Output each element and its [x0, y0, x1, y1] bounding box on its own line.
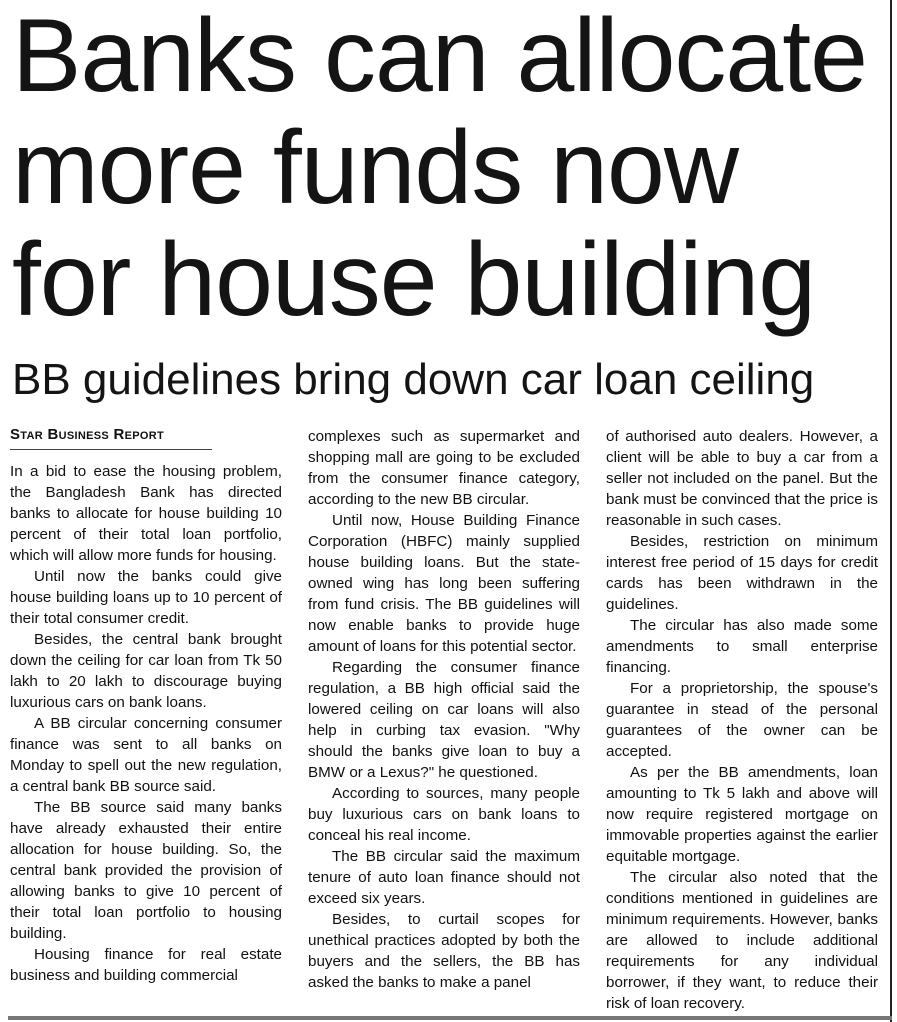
bottom-rule: [8, 1016, 892, 1020]
paragraph: Regarding the consumer finance regulation, a BB high official said the lowered ceiling on car loans will also help in curbing tax evasion. "Why should the banks give loan to buy a BMW or a Lexus?" he questioned.: [308, 659, 580, 781]
paragraph: As per the BB amendments, loan amounting to Tk 5 lakh and above will now require registered mortgage on immovable properties against the earlier equitable mortgage.: [606, 764, 878, 865]
paragraph: Until now, House Building Finance Corporation (HBFC) mainly supplied house building loans. But the state-owned wing has long been suffering from fund crisis. The BB guidelines will now enable banks to provide huge amount of loans for this potential sector.: [308, 512, 580, 655]
right-column-rule: [890, 0, 892, 1022]
paragraph: According to sources, many people buy luxurious cars on bank loans to conceal his real income.: [308, 785, 580, 844]
article-column-2: [308, 426, 580, 993]
paragraph: For a proprietorship, the spouse's guarantee in stead of the personal guarantees of the owner can be accepted.: [606, 680, 878, 760]
headline-line: Banks can allocate: [12, 0, 867, 114]
paragraph: Until now the banks could give house building loans up to 10 percent of their total consumer credit.: [10, 568, 282, 627]
byline: Star Business Report: [10, 426, 212, 450]
paragraph: In a bid to ease the housing problem, the Bangladesh Bank has directed banks to allocate for house building 10 percent of their total loan portfolio, which will allow more funds for housing.: [10, 463, 282, 564]
article-column-1: [10, 426, 282, 986]
paragraph: The BB source said many banks have already exhausted their entire allocation for house building. So, the central bank provided the provision of allowing banks to give 10 percent of their total loan portfolio to housing building.: [10, 799, 282, 942]
paragraph: Besides, the central bank brought down the ceiling for car loan from Tk 50 lakh to 20 lakh to discourage buying luxurious cars on bank loans.: [10, 631, 282, 711]
paragraph: The BB circular said the maximum tenure of auto loan finance should not exceed six years.: [308, 848, 580, 907]
paragraph: Besides, restriction on minimum interest free period of 15 days for credit cards has been withdrawn in the guidelines.: [606, 533, 878, 613]
article-column-3: [606, 426, 878, 1014]
paragraph: The circular also noted that the conditions mentioned in guidelines are minimum requirements. However, banks are allowed to include additional requirements for any individual borrower, if they want, to reduce their risk of loan recovery.: [606, 869, 878, 1012]
paragraph: Housing finance for real estate business and building commercial: [10, 946, 282, 984]
paragraph: of authorised auto dealers. However, a client will be able to buy a car from a seller not included on the panel. But the bank must be convinced that the price is reasonable in such cases.: [606, 428, 878, 529]
paragraph: complexes such as supermarket and shopping mall are going to be excluded from the consumer finance category, according to the new BB circular.: [308, 428, 580, 508]
headline-line: more funds now: [12, 110, 738, 226]
paragraph: Besides, to curtail scopes for unethical practices adopted by both the buyers and the sellers, the BB has asked the banks to make a panel: [308, 911, 580, 991]
headline-line: for house building: [12, 222, 816, 338]
paragraph: A BB circular concerning consumer finance was sent to all banks on Monday to spell out the new regulation, a central bank BB source said.: [10, 715, 282, 795]
subheadline: BB guidelines bring down car loan ceiling: [12, 355, 815, 404]
headline: [12, 0, 890, 336]
paragraph: The circular has also made some amendments to small enterprise financing.: [606, 617, 878, 676]
